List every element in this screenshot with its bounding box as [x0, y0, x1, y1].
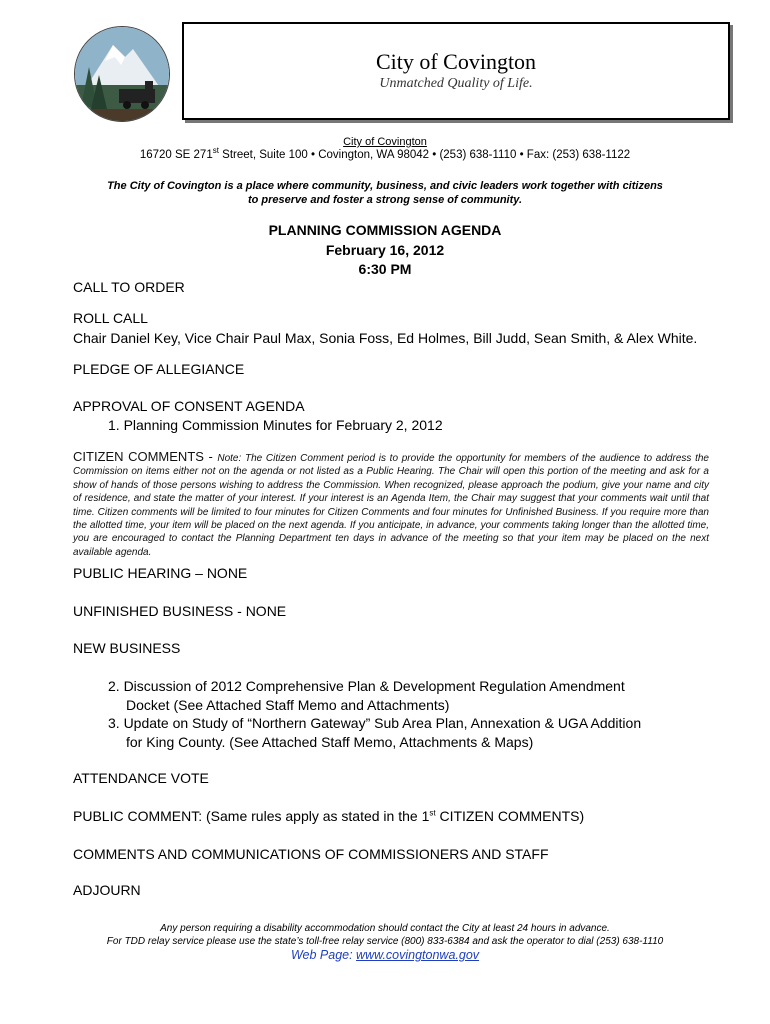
mission-line-2: to preserve and foster a strong sense of community.	[247, 194, 523, 206]
roll-call-members: Chair Daniel Key, Vice Chair Paul Max, Sonia Foss, Ed Holmes, Bill Judd, Sean Smith, & Alex White.	[73, 330, 698, 346]
website-link[interactable]: www.covingtonwa.gov	[356, 948, 480, 962]
public-comment	[73, 808, 584, 824]
public-comment-sup: st	[429, 808, 436, 818]
citizen-comments-note: Note: The Citizen Comment period is to provide the opportunity for members of the audience to address the Commission on items either not on the agenda or not listed as a Public Hearing. The Chair will open this portion of the meeting and ask for a show of hands of those persons wishing to address the Commission. When recognized, please approach the podium, give your name and city of residence, and state the matter of your interest. If your interest is an Agenda Item, the Chair may suggest that your comments wait until that time. Citizen comments will be limited to four minutes for Citizen Comments and four minutes for Unfinished Business. If you require more than the allotted time, your item will be placed on the next agenda. If you anticipate, in advance, your comments taking longer than the allotted time, you are encouraged to contact the Planning Department ten days in advance of the meeting so that your item may be placed on the next available agenda.	[73, 453, 709, 558]
public-comment-b: CITIZEN COMMENTS)	[435, 808, 585, 824]
header-title-box	[182, 22, 730, 120]
mission-line-1: The City of Covington is a place where community, business, and civic leaders work together with citizens	[107, 180, 663, 192]
address-rest: Street, Suite 100 • Covington, WA 98042 • (253) 638-1110 • Fax: (253) 638-1122	[218, 149, 631, 161]
street-suffix: st	[212, 146, 219, 156]
street-number: 16720 SE 271	[139, 149, 213, 161]
public-hearing: PUBLIC HEARING – NONE	[73, 565, 248, 581]
address-city-name: City of Covington	[343, 136, 427, 148]
comments-communications: COMMENTS AND COMMUNICATIONS OF COMMISSIONERS AND STAFF	[73, 846, 549, 862]
new-business-heading: NEW BUSINESS	[73, 640, 181, 656]
agenda-time: 6:30 PM	[358, 261, 412, 277]
web-label: Web Page:	[290, 948, 357, 962]
roll-call-heading: ROLL CALL	[73, 310, 148, 326]
call-to-order: CALL TO ORDER	[73, 279, 185, 295]
adjourn: ADJOURN	[73, 882, 141, 898]
footer-line-2: For TDD relay service please use the state’s toll-free relay service (800) 833-6384 and ask the operator to dial (253) 638-1110	[106, 936, 664, 947]
agenda-date: February 16, 2012	[325, 242, 445, 258]
footer-web	[0, 948, 770, 962]
new-business-item-3-cont: for King County. (See Attached Staff Memo, Attachments & Maps)	[126, 734, 534, 750]
citizen-comments-label: CITIZEN COMMENTS -	[73, 449, 218, 464]
footer-line-1: Any person requiring a disability accommodation should contact the City at least 24 hours in advance.	[160, 923, 610, 934]
address-line	[0, 146, 770, 161]
pledge-of-allegiance: PLEDGE OF ALLEGIANCE	[73, 361, 245, 377]
new-business-item-2: 2. Discussion of 2012 Comprehensive Plan & Development Regulation Amendment	[108, 678, 625, 694]
city-seal-logo	[74, 26, 170, 122]
attendance-vote: ATTENDANCE VOTE	[73, 770, 209, 786]
unfinished-business: UNFINISHED BUSINESS - NONE	[73, 603, 287, 619]
consent-item-1: 1. Planning Commission Minutes for February 2, 2012	[108, 417, 443, 433]
city-title: City of Covington	[375, 49, 537, 74]
tagline: Unmatched Quality of Life.	[379, 76, 533, 91]
agenda-title: PLANNING COMMISSION AGENDA	[268, 222, 502, 238]
public-comment-a: PUBLIC COMMENT: (Same rules apply as stated in the 1	[73, 808, 430, 824]
new-business-item-3: 3. Update on Study of “Northern Gateway” Sub Area Plan, Annexation & UGA Addition	[108, 715, 642, 731]
new-business-item-2-cont: Docket (See Attached Staff Memo and Attachments)	[126, 697, 450, 713]
citizen-comments	[73, 450, 709, 559]
consent-agenda-heading: APPROVAL OF CONSENT AGENDA	[73, 398, 305, 414]
